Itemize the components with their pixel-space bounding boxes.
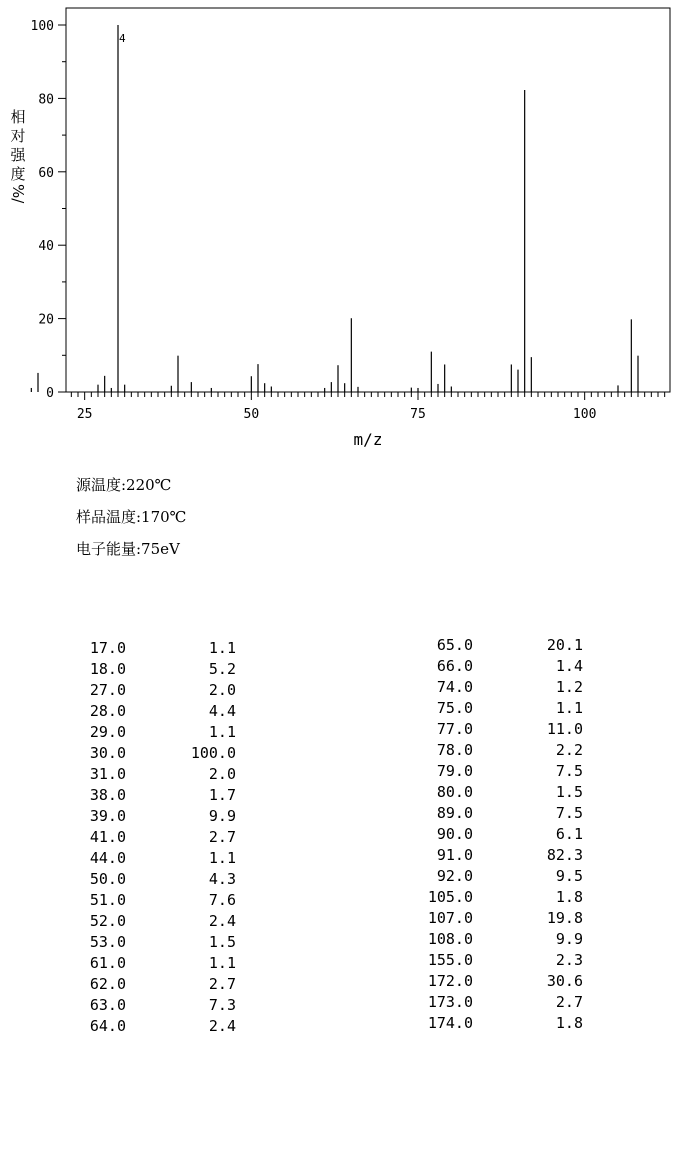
mz-value: 64.0: [89, 1017, 126, 1035]
table-row: [82, 848, 236, 869]
table-row: [405, 950, 583, 971]
table-row: [405, 719, 583, 740]
mz-value: 61.0: [89, 954, 126, 972]
mz-value: 78.0: [436, 741, 473, 759]
y-tick-label: 0: [46, 386, 54, 401]
table-row: [82, 1016, 236, 1037]
y-tick-label: 60: [38, 165, 54, 181]
mz-value: 92.0: [436, 867, 473, 885]
mz-value: 108.0: [427, 930, 473, 948]
table-row: [405, 803, 583, 824]
intensity-value: 1.5: [208, 933, 236, 951]
mz-value: 51.0: [89, 891, 126, 909]
table-row: [82, 659, 236, 680]
table-row: [405, 782, 583, 803]
table-row: [82, 995, 236, 1016]
table-row: [405, 740, 583, 761]
intensity-value: 4.4: [208, 702, 236, 720]
mz-value: 66.0: [436, 657, 473, 675]
intensity-value: 1.1: [208, 723, 236, 741]
table-row: [82, 911, 236, 932]
x-tick-label: 50: [243, 407, 260, 422]
table-row: [405, 908, 583, 929]
table-row: [405, 635, 583, 656]
mz-value: 17.0: [89, 639, 126, 657]
table-row: [405, 656, 583, 677]
mz-value: 90.0: [436, 825, 473, 843]
mz-value: 105.0: [427, 888, 473, 906]
intensity-value: 7.5: [555, 804, 583, 822]
mz-value: 107.0: [427, 909, 473, 927]
spectrum-peaks: [31, 25, 680, 392]
intensity-value: 2.7: [208, 975, 236, 993]
mz-value: 80.0: [436, 783, 473, 801]
mz-value: 53.0: [89, 933, 126, 951]
intensity-value: 1.5: [555, 783, 583, 801]
table-row: [82, 890, 236, 911]
mz-value: 74.0: [436, 678, 473, 696]
mz-value: 63.0: [89, 996, 126, 1014]
intensity-value: 20.1: [546, 636, 583, 654]
table-row: [82, 701, 236, 722]
intensity-value: 5.2: [208, 660, 236, 678]
mz-value: 31.0: [89, 765, 126, 783]
intensity-value: 2.0: [208, 681, 236, 699]
y-axis-label: 相 对 强 度 %/: [9, 108, 27, 204]
intensity-value: 1.1: [208, 639, 236, 657]
plot-frame: [66, 8, 670, 392]
table-row: [82, 638, 236, 659]
mz-value: 38.0: [89, 786, 126, 804]
table-row: [82, 953, 236, 974]
mz-value: 18.0: [89, 660, 126, 678]
table-row: [405, 761, 583, 782]
table-row: [405, 929, 583, 950]
mz-value: 77.0: [436, 720, 473, 738]
y-tick-label: 100: [30, 19, 54, 34]
intensity-value: 100.0: [190, 744, 236, 762]
intensity-value: 30.6: [546, 972, 583, 990]
intensity-value: 6.1: [555, 825, 583, 843]
intensity-value: 7.6: [208, 891, 236, 909]
table-row: [82, 680, 236, 701]
table-row: [82, 827, 236, 848]
y-tick-label: 80: [38, 92, 54, 108]
x-tick-label: 100: [572, 407, 597, 422]
intensity-value: 1.1: [208, 954, 236, 972]
intensity-value: 19.8: [546, 909, 583, 927]
intensity-value: 82.3: [546, 846, 583, 864]
mz-value: 65.0: [436, 636, 473, 654]
intensity-value: 1.1: [208, 849, 236, 867]
mz-value: 174.0: [427, 1014, 473, 1032]
intensity-value: 2.4: [208, 912, 236, 930]
table-row: [405, 971, 583, 992]
electron-energy: 电子能量:75eV: [76, 540, 180, 558]
table-row: [82, 974, 236, 995]
mz-value: 91.0: [436, 846, 473, 864]
mz-value: 39.0: [89, 807, 126, 825]
mz-value: 29.0: [89, 723, 126, 741]
intensity-value: 2.4: [208, 1017, 236, 1035]
x-axis-ticks: [71, 392, 680, 422]
intensity-value: 1.8: [555, 888, 583, 906]
intensity-value: 9.9: [555, 930, 583, 948]
intensity-value: 1.7: [208, 786, 236, 804]
mz-value: 50.0: [89, 870, 126, 888]
mz-value: 41.0: [89, 828, 126, 846]
mz-value: 27.0: [89, 681, 126, 699]
y-axis-ticks: [31, 19, 66, 401]
mz-value: 28.0: [89, 702, 126, 720]
intensity-value: 2.2: [555, 741, 583, 759]
intensity-value: 7.5: [555, 762, 583, 780]
table-row: [82, 869, 236, 890]
mz-value: 155.0: [427, 951, 473, 969]
x-axis-label: m/z: [353, 430, 383, 449]
sample-temperature: 样品温度:170℃: [76, 508, 187, 526]
intensity-value: 11.0: [546, 720, 583, 738]
table-row: [82, 806, 236, 827]
mz-value: 75.0: [436, 699, 473, 717]
table-row: [405, 824, 583, 845]
intensity-value: 1.4: [555, 657, 583, 675]
mz-value: 52.0: [89, 912, 126, 930]
base-peak-marker: 4: [119, 32, 126, 45]
mz-value: 79.0: [436, 762, 473, 780]
axes: [66, 8, 670, 392]
table-row: [82, 785, 236, 806]
intensity-value: 2.0: [208, 765, 236, 783]
intensity-value: 2.3: [555, 951, 583, 969]
table-row: [405, 698, 583, 719]
y-tick-label: 40: [38, 239, 54, 255]
table-row: [405, 866, 583, 887]
mz-value: 173.0: [427, 993, 473, 1011]
intensity-value: 1.2: [555, 678, 583, 696]
table-row: [405, 845, 583, 866]
intensity-value: 2.7: [555, 993, 583, 1011]
mass-spectrum-chart: [0, 0, 680, 460]
mz-value: 172.0: [427, 972, 473, 990]
intensity-value: 1.1: [555, 699, 583, 717]
source-temperature: 源温度:220℃: [76, 476, 172, 494]
peak-table-left: [82, 638, 236, 1037]
table-row: [82, 764, 236, 785]
table-row: [405, 677, 583, 698]
table-row: [82, 932, 236, 953]
mz-value: 89.0: [436, 804, 473, 822]
mz-value: 44.0: [89, 849, 126, 867]
table-row: [82, 722, 236, 743]
x-tick-label: 75: [410, 407, 426, 422]
intensity-value: 4.3: [208, 870, 236, 888]
x-tick-label: 25: [76, 407, 93, 422]
y-tick-label: 20: [38, 312, 54, 328]
intensity-value: 1.8: [555, 1014, 583, 1032]
peak-table-right: [405, 635, 583, 1034]
table-row: [405, 992, 583, 1013]
intensity-value: 9.9: [208, 807, 236, 825]
mz-value: 62.0: [89, 975, 126, 993]
mz-value: 30.0: [89, 744, 126, 762]
intensity-value: 9.5: [555, 867, 583, 885]
table-row: [405, 1013, 583, 1034]
intensity-value: 7.3: [208, 996, 236, 1014]
table-row: [405, 887, 583, 908]
intensity-value: 2.7: [208, 828, 236, 846]
table-row: [82, 743, 236, 764]
